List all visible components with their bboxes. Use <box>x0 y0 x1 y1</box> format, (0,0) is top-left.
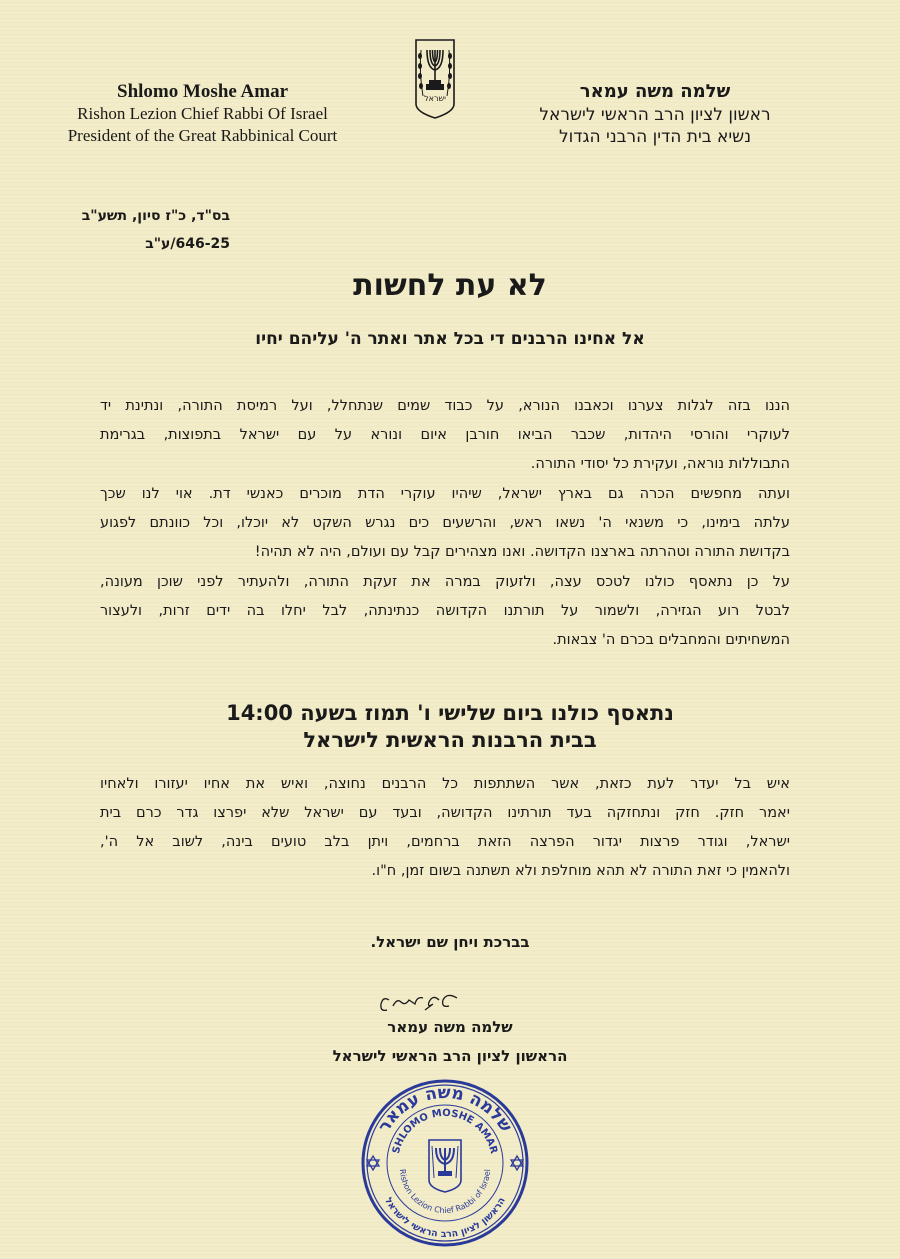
letter-title: לא עת לחשות <box>353 268 547 303</box>
paragraph-line: ישראל, וגודר פרצות יגדור הפרצה הזאת ברחמים, ויתן בלב טועים בינה, לשוב אל ה', <box>100 834 790 850</box>
letter-date: בס"ד, כ"ז סיון, תשע"ב <box>81 208 230 224</box>
english-name: Shlomo Moshe Amar <box>117 81 288 102</box>
paragraph-3 <box>100 568 790 655</box>
english-title: Rishon Lezion Chief Rabbi Of Israel <box>77 104 328 123</box>
signatory-title: הראשון לציון הרב הראשי לישראל <box>332 1047 568 1065</box>
meeting-announcement <box>0 700 900 754</box>
paragraph-line: עלתה בימינו, כי משנאי ה' נשאו ראש, והרשעים כים נגרש השקט לא יוכלו, וכל כוונתם לפגוע <box>100 515 790 531</box>
paragraph-1 <box>100 392 790 479</box>
hebrew-name: שלמה משה עמאר <box>579 81 731 102</box>
english-position: President of the Great Rabbinical Court <box>67 126 338 145</box>
signatory-name: שלמה משה עמאר <box>387 1018 513 1036</box>
letter-subtitle: אל אחינו הרבנים די בכל אתר ואתר ה' עליהם יחיו <box>255 329 645 349</box>
meeting-place-line: בבית הרבנות הראשית לישראל <box>303 728 597 752</box>
svg-text:שלמה משה עמאר: שלמה משה עמאר <box>374 1082 516 1136</box>
paragraph-line: ולהאמין כי זאת התורה לא תהא מוחלפת ולא תשתנה בשום זמן, ח"ו. <box>371 863 790 879</box>
paragraph-4 <box>100 770 790 886</box>
paragraph-line: התבוללות נוראה, ועקירת כל יסודי התורה. <box>530 456 790 472</box>
paragraph-line: בקדושת התורה וטהרתה בארצנו הקדושה. ואנו מצהירים קבל עם ועולם, היה לא תהיה! <box>254 544 790 560</box>
paragraph-line: המשחיתים והמחבלים בכרם ה' צבאות. <box>552 632 790 648</box>
reference-number: 646-25/ע"ב <box>145 236 230 252</box>
paragraph-2 <box>100 480 790 567</box>
meeting-time-line: נתאסף כולנו ביום שלישי ו' תמוז בשעה 14:00 <box>226 701 674 725</box>
paragraph-line: ועתה מחפשים הכרה גם בארץ ישראל, שיהיו עוקרי הדת מוכרים כאנשי דת. אוי לנו שכך <box>100 486 790 502</box>
paragraph-line: איש בל יעדר לעת כזאת, אשר השתתפות כל הרבנים נחוצה, ואיש את אחיו יעזורו ולאחיו <box>100 776 790 792</box>
paragraph-line: יאמר חזק. חזק ונתחזקה בעד תורתינו הקדושה, ובעד עם ישראל שלא יפרצו גדר כרם בית <box>100 805 790 821</box>
paragraph-line: לבטל רוע הגזירה, ולשמור על תורתנו הקדושה כנתינתה, לבל יחלו בה ידים זרות, ולעצור <box>100 603 790 619</box>
menorah-emblem-icon <box>414 38 456 120</box>
hebrew-letterhead <box>495 80 815 148</box>
svg-text:SHLOMO MOSHE AMAR: SHLOMO MOSHE AMAR <box>390 1107 500 1155</box>
english-letterhead <box>55 80 350 147</box>
svg-text:ישראל: ישראל <box>424 94 446 103</box>
handwritten-signature <box>375 990 465 1018</box>
hebrew-title: ראשון לציון הרב הראשי לישראל <box>539 105 771 125</box>
svg-text:הראשון לציון הרב הראשי לישראל: הראשון לציון הרב הראשי לישראל <box>382 1195 508 1241</box>
paragraph-line: על כן נתאסף כולנו לטכס עצה, ולזעוק במרה את זעקת התורה, ולהעתיר לפני שוכן מעונה, <box>100 574 790 590</box>
closing-blessing: בברכת ויחן שם ישראל. <box>370 933 530 951</box>
official-stamp <box>360 1078 530 1248</box>
hebrew-position: נשיא בית הדין הרבני הגדול <box>558 127 752 147</box>
menorah-emblem-icon <box>429 1140 461 1192</box>
paragraph-line: הננו בזה לגלות צערנו וכאבנו הנורא, על כבוד שמים שנתחלל, ועל רמיסת התורה, ונתינת יד <box>100 398 790 414</box>
svg-text:Rishon Lezion Chief Rabbi of I: Rishon Lezion Chief Rabbi of Israel <box>397 1168 492 1216</box>
paragraph-line: לעוקרי והורסי היהדות, שכבר הביאו חורבן איום ונורא על עם ישראל בתפוצות, בגרימת <box>100 427 790 443</box>
